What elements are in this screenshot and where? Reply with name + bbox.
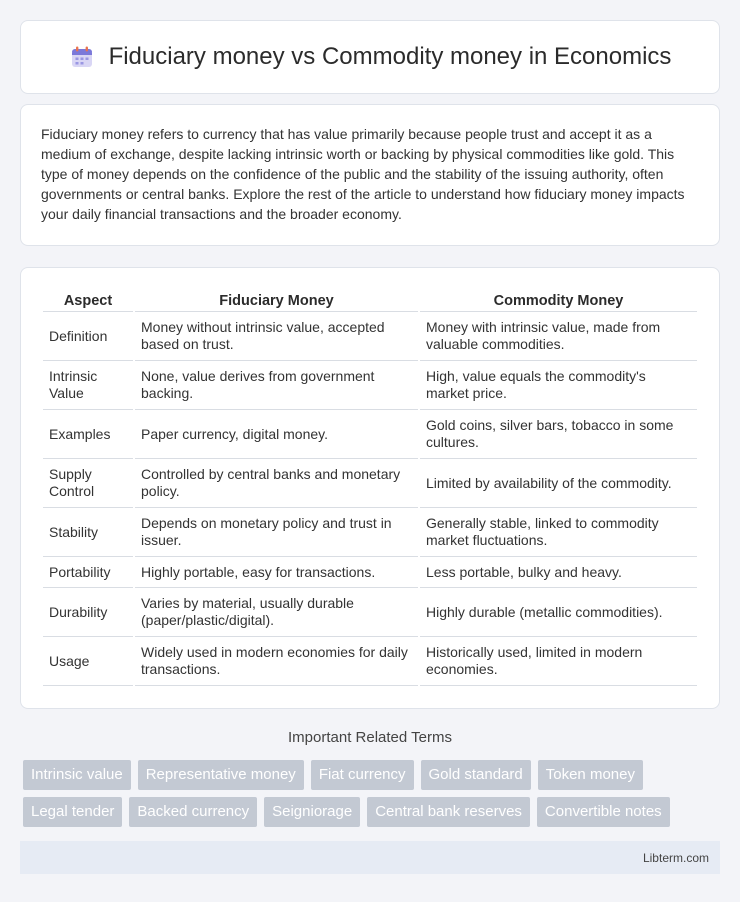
aspect-cell: Supply Control	[43, 459, 133, 508]
fiduciary-cell: Highly portable, easy for transactions.	[135, 557, 418, 588]
tag-fiat-currency[interactable]: Fiat currency	[311, 760, 414, 790]
aspect-cell: Intrinsic Value	[43, 361, 133, 410]
header-commodity: Commodity Money	[420, 288, 697, 312]
header-aspect: Aspect	[43, 288, 133, 312]
fiduciary-cell: Money without intrinsic value, accepted based on trust.	[135, 312, 418, 361]
table-row	[43, 588, 697, 637]
tag-legal-tender[interactable]: Legal tender	[23, 797, 122, 827]
table-row	[43, 361, 697, 410]
commodity-cell: Generally stable, linked to commodity market fluctuations.	[420, 508, 697, 557]
related-terms-title: Important Related Terms	[288, 729, 452, 746]
calendar-icon	[69, 44, 95, 70]
tag-representative-money[interactable]: Representative money	[138, 760, 304, 790]
footer	[20, 841, 720, 874]
footer-site-link[interactable]: Libterm.com	[642, 850, 709, 865]
tag-gold-standard[interactable]: Gold standard	[421, 760, 531, 790]
commodity-cell: High, value equals the commodity's market price.	[420, 361, 697, 410]
comparison-table-card	[20, 267, 720, 709]
commodity-cell: Historically used, limited in modern economies.	[420, 637, 697, 686]
related-terms-tags	[20, 760, 720, 827]
aspect-cell: Durability	[43, 588, 133, 637]
table-row	[43, 459, 697, 508]
tag-seigniorage[interactable]: Seigniorage	[264, 797, 360, 827]
tag-token-money[interactable]: Token money	[538, 760, 643, 790]
table-row	[43, 508, 697, 557]
fiduciary-cell: Varies by material, usually durable (paper/plastic/digital).	[135, 588, 418, 637]
table-row	[43, 637, 697, 686]
intro-paragraph: Fiduciary money refers to currency that has value primarily because people trust and accept it as a medium of exchange, despite lacking intrinsic worth or backing by physical commodities like gold. This type of money depends on the confidence of the public and the stability of the issuing authority, often governments or central banks. Explore the rest of the article to understand how fiduciary money impacts your daily financial transactions and the broader economy.	[41, 126, 685, 222]
table-row	[43, 557, 697, 588]
fiduciary-cell: Widely used in modern economies for daily transactions.	[135, 637, 418, 686]
commodity-cell: Gold coins, silver bars, tobacco in some cultures.	[420, 410, 697, 459]
tag-convertible-notes[interactable]: Convertible notes	[537, 797, 670, 827]
title-card	[20, 20, 720, 94]
related-terms-section	[20, 729, 720, 827]
tag-backed-currency[interactable]: Backed currency	[129, 797, 257, 827]
fiduciary-cell: Depends on monetary policy and trust in issuer.	[135, 508, 418, 557]
table-header-row	[43, 288, 697, 312]
aspect-cell: Stability	[43, 508, 133, 557]
fiduciary-cell: Paper currency, digital money.	[135, 410, 418, 459]
fiduciary-cell: None, value derives from government backing.	[135, 361, 418, 410]
table-row	[43, 410, 697, 459]
intro-card	[20, 104, 720, 246]
commodity-cell: Less portable, bulky and heavy.	[420, 557, 697, 588]
fiduciary-cell: Controlled by central banks and monetary policy.	[135, 459, 418, 508]
aspect-cell: Usage	[43, 637, 133, 686]
commodity-cell: Money with intrinsic value, made from valuable commodities.	[420, 312, 697, 361]
commodity-cell: Limited by availability of the commodity.	[420, 459, 697, 508]
aspect-cell: Portability	[43, 557, 133, 588]
tag-intrinsic-value[interactable]: Intrinsic value	[23, 760, 131, 790]
header-fiduciary: Fiduciary Money	[135, 288, 418, 312]
aspect-cell: Examples	[43, 410, 133, 459]
tag-central-bank-reserves[interactable]: Central bank reserves	[367, 797, 530, 827]
page-title: Fiduciary money vs Commodity money in Economics	[108, 43, 672, 70]
table-row	[43, 312, 697, 361]
commodity-cell: Highly durable (metallic commodities).	[420, 588, 697, 637]
aspect-cell: Definition	[43, 312, 133, 361]
comparison-table	[41, 288, 699, 686]
